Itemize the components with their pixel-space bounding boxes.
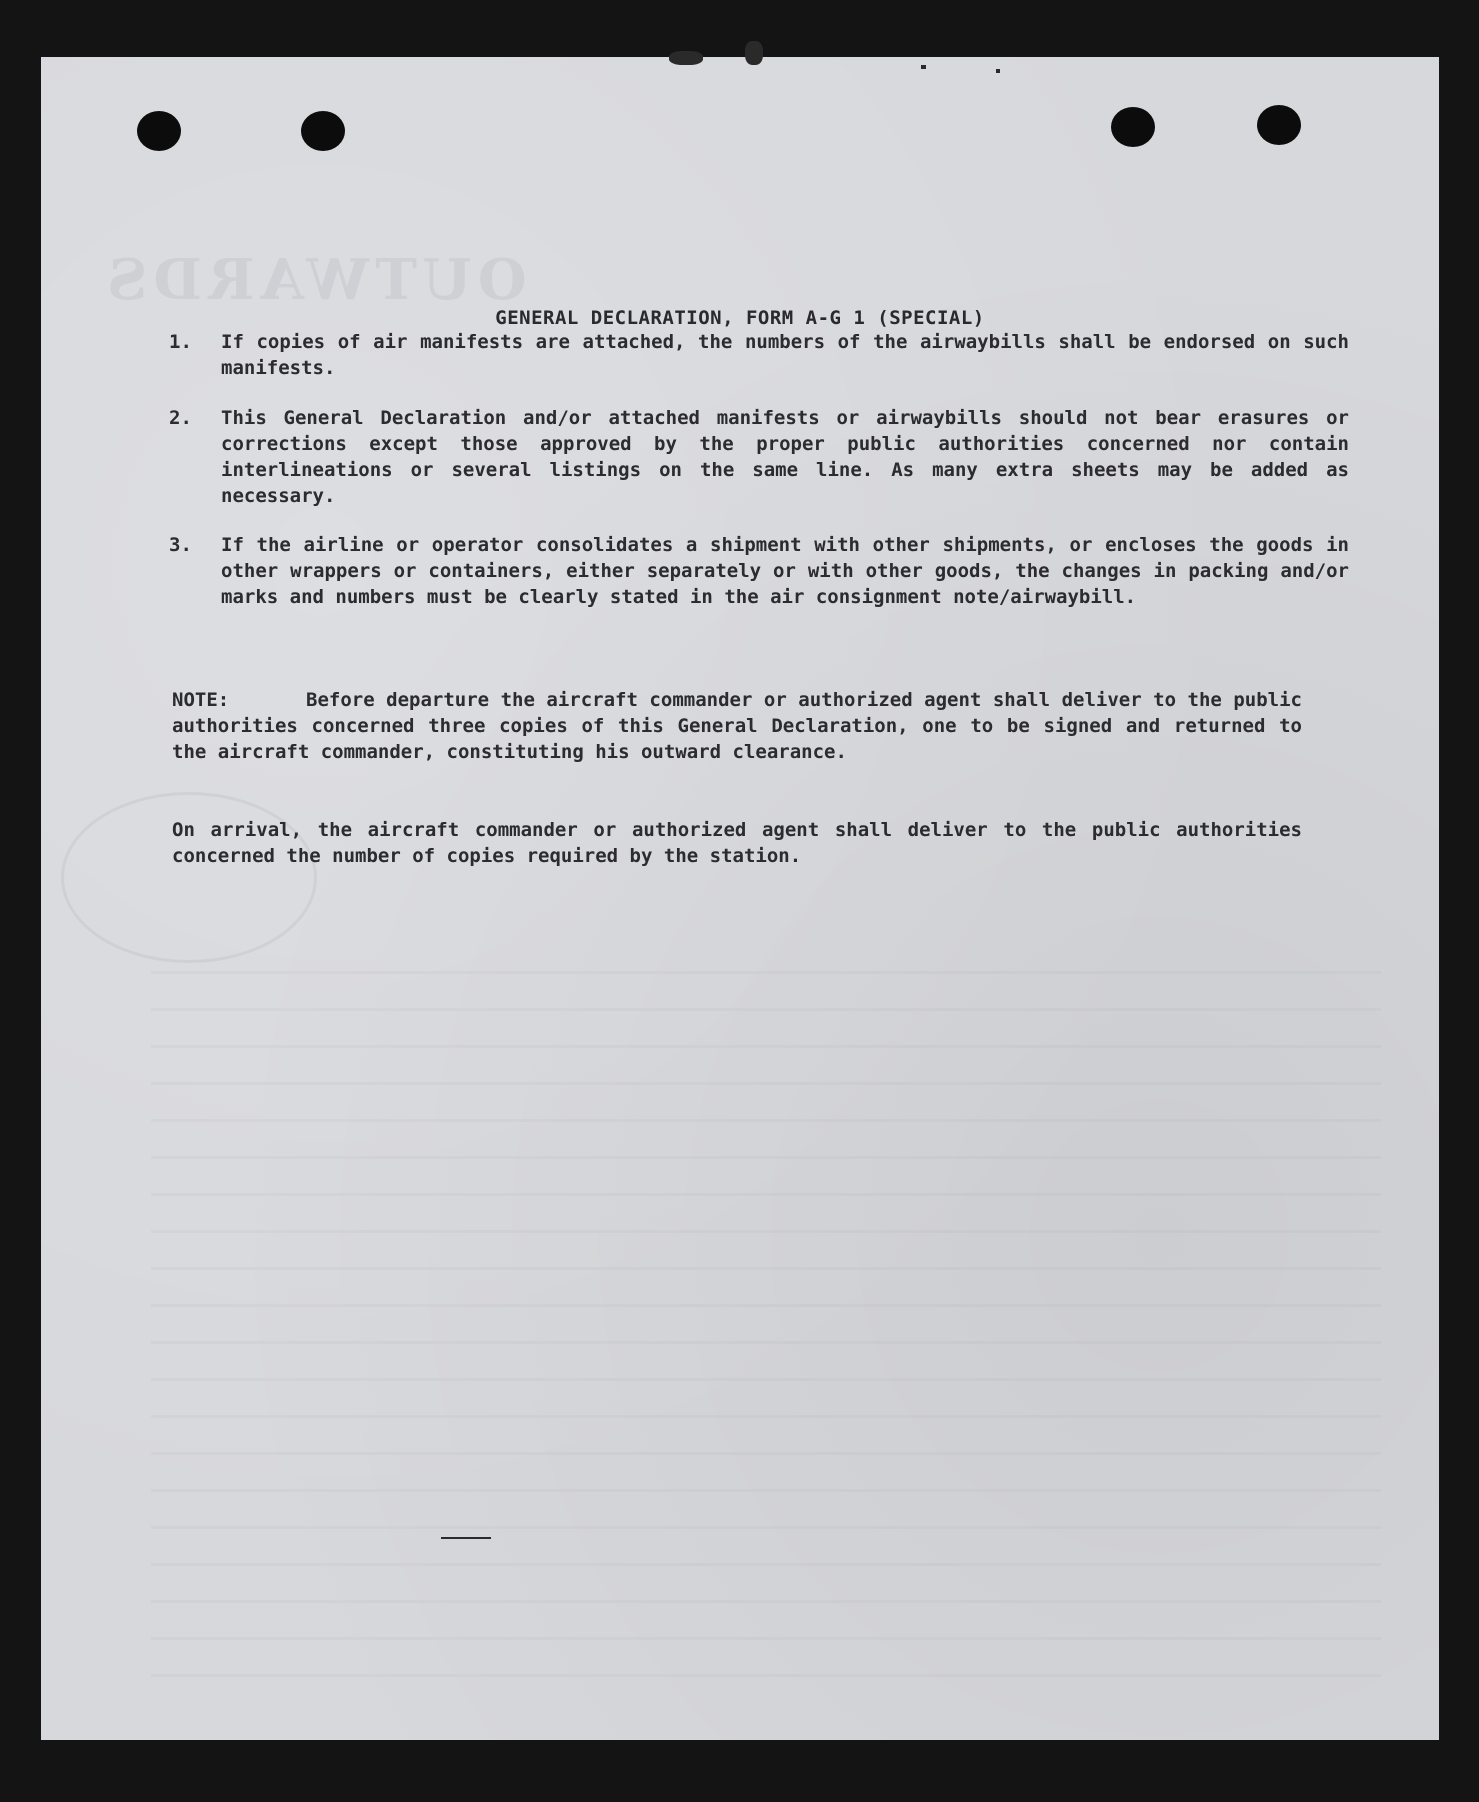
list-item-number: 3.: [169, 534, 192, 556]
list-item: [169, 329, 1349, 381]
speck-mark: [921, 65, 926, 69]
list-item-text: This General Declaration and/or attached manifests or airwaybills should not bear erasures or corrections except those approved by the proper public authorities concerned nor contain interlineations or several listings on the same line. As many extra sheets may be added as necessary.: [221, 407, 1349, 507]
list-item: [169, 532, 1349, 610]
torn-edge-mark: [745, 41, 763, 65]
punch-hole-right-2: [1257, 105, 1301, 145]
note-text: Before departure the aircraft commander or authorized agent shall deliver to the public authorities concerned three copies of this General Declaration, one to be signed and returned to the aircraft commander, constituting his outward clearance.: [172, 689, 1302, 763]
list-item: [169, 405, 1349, 509]
punch-hole-left-2: [301, 111, 345, 151]
bleed-through-form-lines: [151, 937, 1381, 1697]
list-item-number: 1.: [169, 331, 192, 353]
torn-edge-mark: [669, 51, 703, 65]
list-item-text: If the airline or operator consolidates a shipment with other shipments, or encloses the goods in other wrappers or containers, either separately or with other goods, the changes in packing and/or marks and numbers must be clearly stated in the air consignment note/airwaybill.: [221, 534, 1349, 608]
punch-hole-right-1: [1111, 107, 1155, 147]
list-item-text: If copies of air manifests are attached, the numbers of the airwaybills shall be endorsed on such manifests.: [221, 331, 1349, 379]
document-title: GENERAL DECLARATION, FORM A-G 1 (SPECIAL): [495, 307, 985, 329]
punch-hole-left-1: [137, 111, 181, 151]
note-paragraph: [172, 687, 1302, 765]
list-item-number: 2.: [169, 407, 192, 429]
document-page: [41, 57, 1439, 1740]
note-label: NOTE:: [172, 689, 230, 711]
arrival-paragraph: On arrival, the aircraft commander or authorized agent shall deliver to the public authorities concerned the number of copies required by the station.: [172, 819, 1302, 867]
speck-mark: [996, 69, 1000, 73]
bleed-through-text: OUTWARDS: [101, 247, 527, 313]
